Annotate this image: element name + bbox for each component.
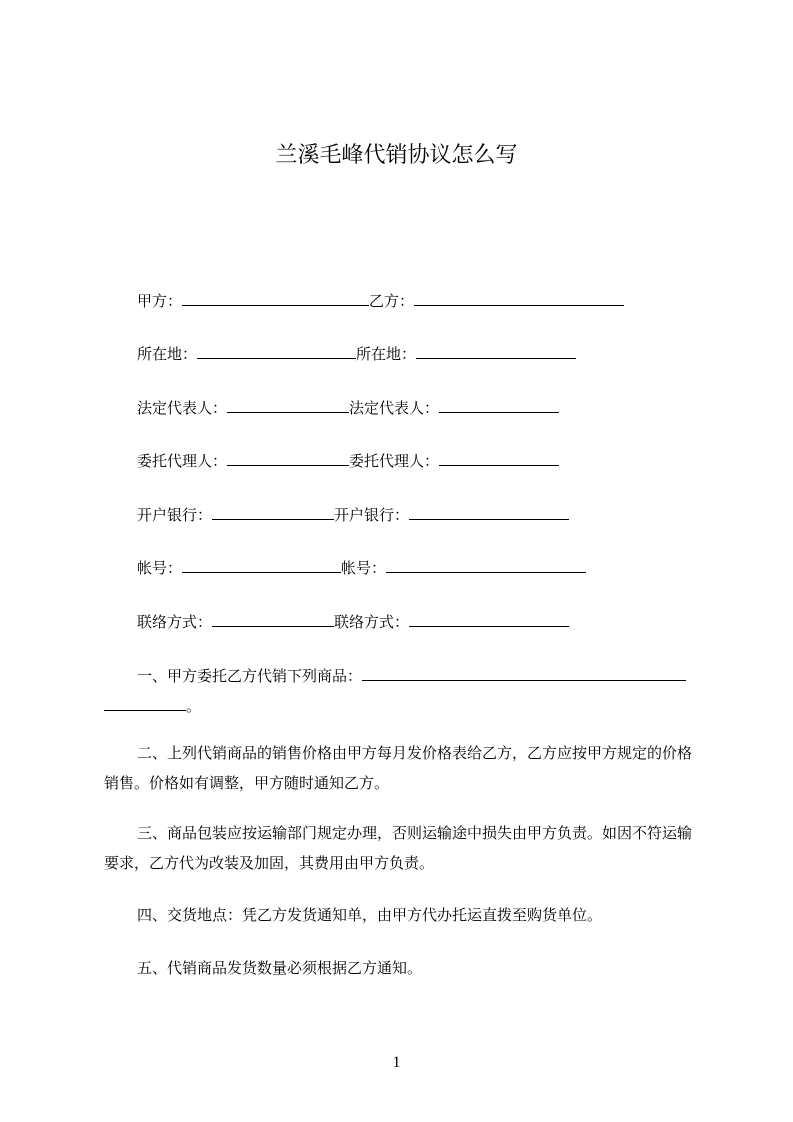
clause-1 xyxy=(104,661,702,721)
agent-a-blank xyxy=(227,450,349,466)
clause-1-text: 一、甲方委托乙方代销下列商品： xyxy=(137,667,363,685)
page-number: 1 xyxy=(392,1054,401,1071)
clause-2-text: 二、上列代销商品的销售价格由甲方每月发价格表给乙方，乙方应按甲方规定的价格销售。价格如有调整，甲方随时通知乙方。 xyxy=(104,744,693,792)
party-a-blank xyxy=(182,290,369,306)
contact-a-label: 联络方式： xyxy=(137,613,213,631)
clause-3-text: 三、商品包装应按运输部门规定办理，否则运输途中损失由甲方负责。如因不符运输要求，乙方代为改装及加固，其费用由甲方负责。 xyxy=(104,824,693,872)
clause-4: 四、交货地点：凭乙方发货通知单，由甲方代办托运直拨至购货单位。 xyxy=(137,906,603,924)
agent-a-label: 委托代理人： xyxy=(137,452,228,470)
clause-3 xyxy=(104,818,702,878)
account-row xyxy=(137,557,586,579)
agent-b-blank xyxy=(439,450,559,466)
bank-a-blank xyxy=(212,504,334,520)
bank-b-blank xyxy=(409,504,569,520)
party-b-label: 乙方： xyxy=(369,292,415,310)
party-name-row xyxy=(137,290,624,312)
legal-rep-b-label: 法定代表人： xyxy=(349,399,440,417)
contact-a-blank xyxy=(212,611,334,627)
account-b-blank xyxy=(386,557,586,573)
clause-2 xyxy=(104,738,702,798)
clause-1-end: 。 xyxy=(186,697,202,715)
bank-a-label: 开户银行： xyxy=(137,506,213,524)
document-title: 兰溪毛峰代销协议怎么写 xyxy=(275,143,518,168)
address-b-blank xyxy=(416,343,576,359)
party-a-label: 甲方： xyxy=(137,292,183,310)
address-a-label: 所在地： xyxy=(137,345,198,363)
account-a-blank xyxy=(182,557,341,573)
legal-rep-row xyxy=(137,397,559,419)
contact-b-label: 联络方式： xyxy=(334,613,410,631)
legal-rep-b-blank xyxy=(439,397,559,413)
agent-b-label: 委托代理人： xyxy=(349,452,440,470)
address-row xyxy=(137,343,576,365)
clause-1-blank-continued xyxy=(104,695,186,711)
contact-row xyxy=(137,611,569,633)
legal-rep-a-blank xyxy=(227,397,349,413)
bank-b-label: 开户银行： xyxy=(334,506,410,524)
account-a-label: 帐号： xyxy=(137,559,183,577)
agent-row xyxy=(137,450,559,472)
bank-row xyxy=(137,504,569,526)
address-a-blank xyxy=(197,343,356,359)
legal-rep-a-label: 法定代表人： xyxy=(137,399,228,417)
contact-b-blank xyxy=(409,611,569,627)
address-b-label: 所在地： xyxy=(356,345,417,363)
account-b-label: 帐号： xyxy=(341,559,387,577)
party-b-blank xyxy=(414,290,624,306)
clause-1-blank xyxy=(362,665,686,681)
clause-5: 五、代销商品发货数量必须根据乙方通知。 xyxy=(137,959,423,977)
